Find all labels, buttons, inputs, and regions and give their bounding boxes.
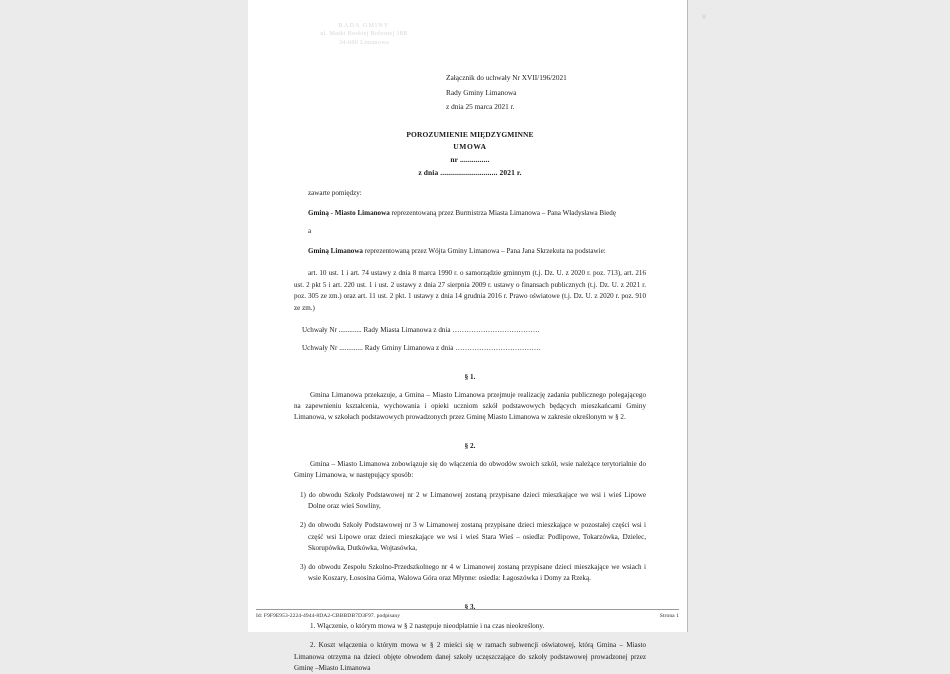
preamble-conjunction: a <box>308 226 312 235</box>
party-one-name: Gminą - Miasto Limanowa <box>308 209 390 218</box>
document-id: Id: F9F9E953-2224-4944-8DA2-CBBBDB7D3F97. podpisany <box>256 613 401 619</box>
page-footer <box>256 609 679 619</box>
attachment-line-1: Załącznik do uchwały Nr XVII/196/2021 <box>446 73 567 82</box>
section-3-heading: § 3. <box>464 602 476 611</box>
title-line-4: z dnia ............................. 2021 r. <box>418 167 522 177</box>
party-two-name: Gminą Limanowa <box>308 247 363 256</box>
resolution-commune: Uchwały Nr ............. Rady Gminy Limanowa z dnia ……………………………… <box>302 344 542 353</box>
list-item: 2) do obwodu Szkoły Podstawowej nr 3 w Limanowej zostaną przypisane dzieci mieszkające w pozostałej części wsi i część wsi Lipowe oraz dzieci mieszkające we wsi i wieś Stara Wieś – osiedla: Podlipowe, Tokarzówka, Dzielec, Skorupówka, Dutkówka, Wojtasówka, <box>300 521 646 552</box>
stamp-line-2: ul. Matki Boskiej Bolesnej 18B <box>320 30 408 38</box>
page-edge-mark <box>702 14 706 19</box>
document-title <box>294 129 646 179</box>
section-2-list <box>294 490 646 585</box>
party-one <box>294 208 646 219</box>
section-3-item-2: 2. Koszt włączenia o którym mowa w § 2 mieści się w ramach subwencji oświatowej, którą Gmina – Miasto Limanowa otrzyma na dzieci objęte obwodem danej szkoły uczęszczające do szkoły podstawowej prowadzonej przez Gminę –Miasto Limanowa <box>294 641 646 672</box>
section-1-heading: § 1. <box>464 372 476 381</box>
section-3-item-1: 1. Włączenie, o którym mowa w § 2 następuje nieodpłatnie i na czas nieokreślony. <box>310 622 545 631</box>
section-1-body: Gmina Limanowa przekazuje, a Gmina – Miasto Limanowa przejmuje realizację zadania publicznego polegającego na zapewnieniu kształcenia, wychowania i opieki uczniom szkół podstawowych będących mieszkańcami Gminy Limanowa, w szkołach podstawowych prowadzonych przez Gminę Miasto Limanowa w zakresie określonym w § 2. <box>294 390 646 422</box>
stamp-line-1: RADA GMINY <box>338 22 390 29</box>
list-item: 3) do obwodu Zespołu Szkolno-Przedszkolnego nr 4 w Limanowej zostaną przypisane dzieci mieszkające we wsiach i wsie Koszary, Łososina Górna, Walowa Góra oraz Młynne: osiedla: Łagoszówka i Domy za Rzeką. <box>300 563 646 583</box>
party-two <box>294 246 646 257</box>
title-line-1: POROZUMIENIE MIĘDZYGMINNE <box>406 129 534 139</box>
section-2-heading: § 2. <box>464 441 476 450</box>
party-two-rest: reprezentowaną przez Wójta Gminy Limanowa – Pana Jana Skrzekuta na podstawie: <box>362 247 606 256</box>
preamble-intro: zawarte pomiędzy: <box>308 189 362 198</box>
document-page <box>248 0 688 672</box>
list-item: 1) do obwodu Szkoły Podstawowej nr 2 w Limanowej zostaną przypisane dzieci mieszkające we wsi i wieś Lipowe Dolne oraz wieś Sowliny, <box>300 490 646 510</box>
section-2-body: Gmina – Miasto Limanowa zobowiązuje się do włączenia do obwodów swoich szkół, wsie należące terytorialnie do Gminy Limanowa, w następujący sposób: <box>294 460 646 480</box>
title-line-2: UMOWA <box>453 142 487 152</box>
stamp-line-3: 34-600 Limanowa <box>338 38 390 46</box>
party-one-rest: reprezentowaną przez Burmistrza Miasta Limanowa – Pana Władysława Biedę <box>389 209 616 218</box>
page-number: Strona 1 <box>659 613 679 619</box>
attachment-reference <box>446 71 646 115</box>
attachment-line-2: Rady Gminy Limanowa <box>446 87 517 97</box>
legal-basis: art. 10 ust. 1 i art. 74 ustawy z dnia 8 marca 1990 r. o samorządzie gminnym (t.j. Dz. U. z 2020 r. poz. 713), art. 216 ust. 2 pkt 5 i art. 220 ust. 1 i ust. 2 ustawy z dnia 27 sierpnia 2009 r. ustawy o finansach publicznych (t.j. Dz. U. z 2021 r. poz. 305 ze zm.) oraz art. 11 ust. 2 pkt. 1 ustawy z dnia 14 grudnia 2016 r. Prawo oświatowe (t.j. Dz. U. z 2020 r. poz. 910 ze zm.) <box>294 269 646 312</box>
attachment-line-3: z dnia 25 marca 2021 r. <box>446 102 515 112</box>
title-line-3: nr ............... <box>450 154 490 164</box>
document-content <box>294 0 646 674</box>
resolution-city: Uchwały Nr ............. Rady Miasta Limanowa z dnia ………………………………. <box>302 325 540 334</box>
